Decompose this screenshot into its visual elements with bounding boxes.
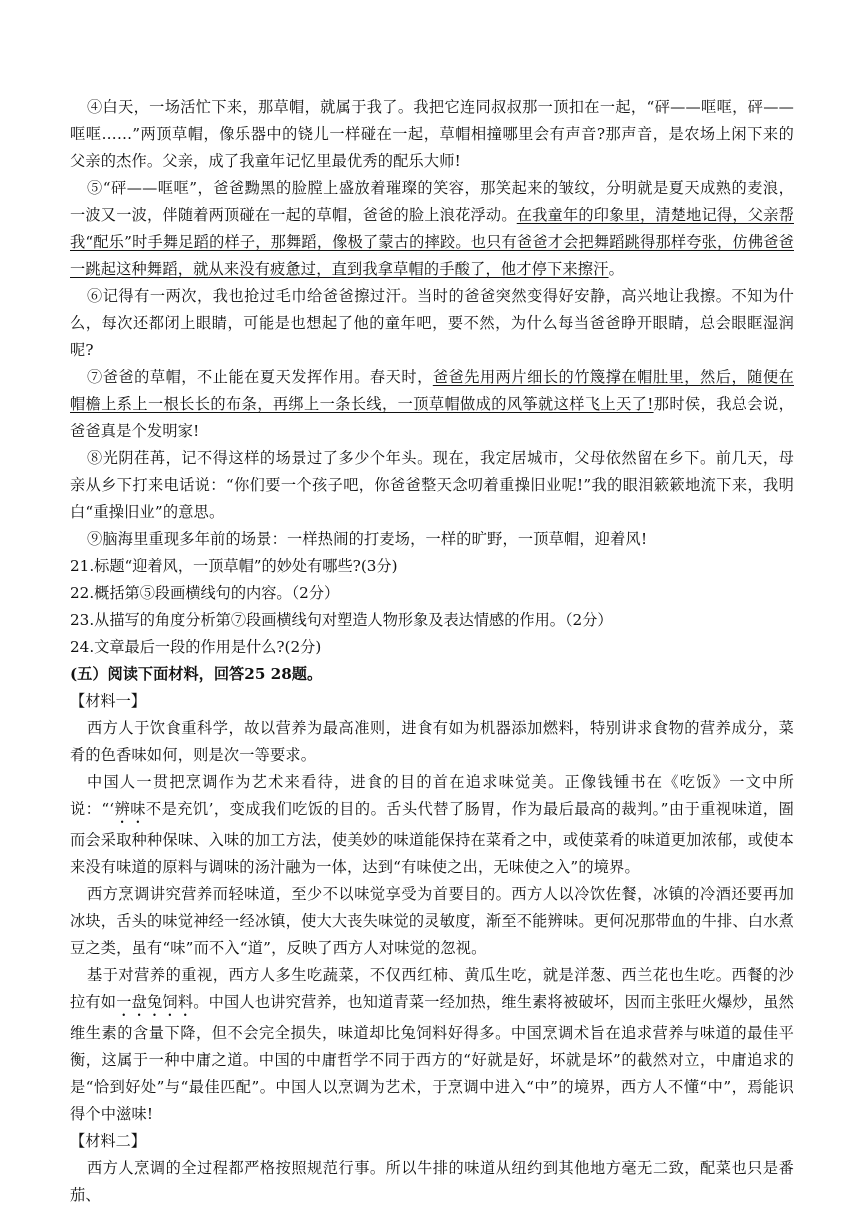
paragraph-5-end: 。 — [608, 260, 624, 278]
material-1-paragraph-2 — [70, 769, 794, 881]
material-2-paragraph-1: 西方人烹调的全过程都严格按照规范行事。所以牛排的味道从纽约到其他地方毫无二致，配菜也只是番茄、 — [70, 1159, 794, 1204]
material-1-paragraph-4 — [70, 962, 794, 1128]
material-2-label: 【材料二】 — [70, 1132, 146, 1150]
question-24: 24.文章最后一段的作用是什么?(2分) — [70, 638, 322, 656]
material-1-paragraph-3: 西方烹调讲究营养而轻味道，至少不以味觉享受为首要目的。西方人以冷饮佐餐，冰镇的冷酒还要再加冰块，舌头的味觉神经一经冰镇，使大大丧失味觉的灵敏度，渐至不能辨味。更何况那带血的牛排、白水煮豆之类，虽有“味”而不入“道”，反映了西方人对味觉的忽视。 — [70, 885, 794, 957]
material-1-label: 【材料一】 — [70, 692, 146, 710]
paragraph-5-underlined: 在我童年的印象里，清楚地记得，父亲帮我“配乐”时手舞足蹈的样子，那舞蹈，像极了蒙古的摔跤。也只有爸爸才会把舞蹈跳得那样夸张，仿佛爸爸一跳起这种舞蹈，就从来没有疲惫过，直到我拿草帽的手酸了，他才停下来擦汗 — [70, 206, 794, 278]
m1p2-text-b: 不是充饥’，变成我们吃饭的目的。舌头代替了肠胃，作为最后最高的裁判。”由于重视味道，圄而会采取种种保味、入味的加工方法，使美妙的味道能保持在菜肴之中，或使菜肴的味道更加浓郁，或使本来没有味道的原料与调味的汤汁融为一体，达到“有味使之出，无味使之入”的境界。 — [70, 800, 794, 876]
paragraph-7-text-b: 那时侯，我总会说，爸爸真是个发明家! — [70, 395, 794, 440]
paragraph-5-text: ⑤“砰——哐哐”，爸爸黝黑的脸膛上盛放着璀璨的笑容，那笑起来的皱纹，分明就是夏天成熟的麦浪，一波又一波，伴随着两顶碰在一起的草帽，爸爸的脸上浪花浮动。 — [70, 179, 794, 224]
paragraph-4: ④白天，一场活忙下来，那草帽，就属于我了。我把它连同叔叔那一顶扣在一起，“砰——哐哐，砰——哐哐……”两顶草帽，像乐器中的铙儿一样碰在一起，草帽相撞哪里会有声音?那声音，是农场上闲下来的父亲的杰作。父亲，成了我童年记忆里最优秀的配乐大师! — [70, 98, 794, 170]
section-heading: (五）阅读下面材料，回答25 28题。 — [70, 665, 323, 683]
m1p2-text-a: 中国人一贯把烹调作为艺术来看待，进食的目的首在追求味觉美。正像钱锺书在《吃饭》一文中所说：“‘ — [70, 773, 794, 818]
paragraph-9: ⑨脑海里重现多年前的场景：一样热闹的打麦场，一样的旷野，一顶草帽，迎着风! — [87, 530, 648, 548]
m1p4-text-a: 基于对营养的重视，西方人多生吃蔬菜，不仅西红柿、黄瓜生吃，就是洋葱、西兰花也生吃。西餐的沙拉有如 — [70, 966, 794, 1011]
document-page — [70, 94, 794, 1209]
question-21: 21.标题“迎着风，一顶草帽”的妙处有哪些?(3分) — [70, 557, 398, 575]
paragraph-7-underlined: 爸爸先用两片细长的竹篾撑在帽肚里，然后，随便在帽檐上系上一根长长的布条，再绑上一条长线，一顶草帽做成的风筝就这样飞上天了! — [70, 368, 794, 413]
m1p2-dotted: 辨味 — [114, 800, 146, 818]
question-23: 23.从描写的角度分析第⑦段画横线句对塑造人物形象及表达情感的作用。（2分） — [70, 611, 613, 629]
paragraph-8: ⑧光阴荏苒，记不得这样的场景过了多少个年头。现在，我定居城市，父母依然留在乡下。前几天，母亲从乡下打来电话说：“你们要一个孩子吧，你爸爸整天念叨着重操旧业呢!”我的眼泪簌簌地流下来，我明白“重操旧业”的意思。 — [70, 449, 794, 521]
paragraph-5 — [70, 175, 794, 283]
question-22: 22.概括第⑤段画横线句的内容。（2分） — [70, 584, 340, 602]
paragraph-6: ⑥记得有一两次，我也抢过毛巾给爸爸擦过汗。当时的爸爸突然变得好安静，高兴地让我擦。不知为什么，每次还都闭上眼睛，可能是也想起了他的童年吧，要不然，为什么每当爸爸睁开眼睛，总会眼眶湿润呢? — [70, 287, 794, 359]
material-1-paragraph-1: 西方人于饮食重科学，故以营养为最高准则，进食有如为机器添加燃料，特别讲求食物的营养成分，菜肴的色香味如何，则是次一等要求。 — [70, 719, 794, 764]
paragraph-7-text-a: ⑦爸爸的草帽，不止能在夏天发挥作用。春天时， — [87, 368, 433, 386]
paragraph-7 — [70, 364, 794, 445]
m1p4-text-b: 。中国人也讲究营养，也知道青菜一经加热，维生素将被破坏，因而主张旺火爆炒，虽然维生素的含量下降，但不会完全损失，味道却比兔饲料好得多。中国烹调术旨在追求营养与味道的最佳平衡，这属于一种中庸之道。中国的中庸哲学不同于西方的“好就是好，坏就是坏”的截然对立，中庸追求的是“恰到好处”与“最佳匹配”。中国人以烹调为艺术，于烹调中进入“中”的境界，西方人不懂“中”，焉能识得个中滋味! — [70, 993, 794, 1123]
m1p4-dotted: 一盘兔饲料 — [116, 993, 194, 1011]
